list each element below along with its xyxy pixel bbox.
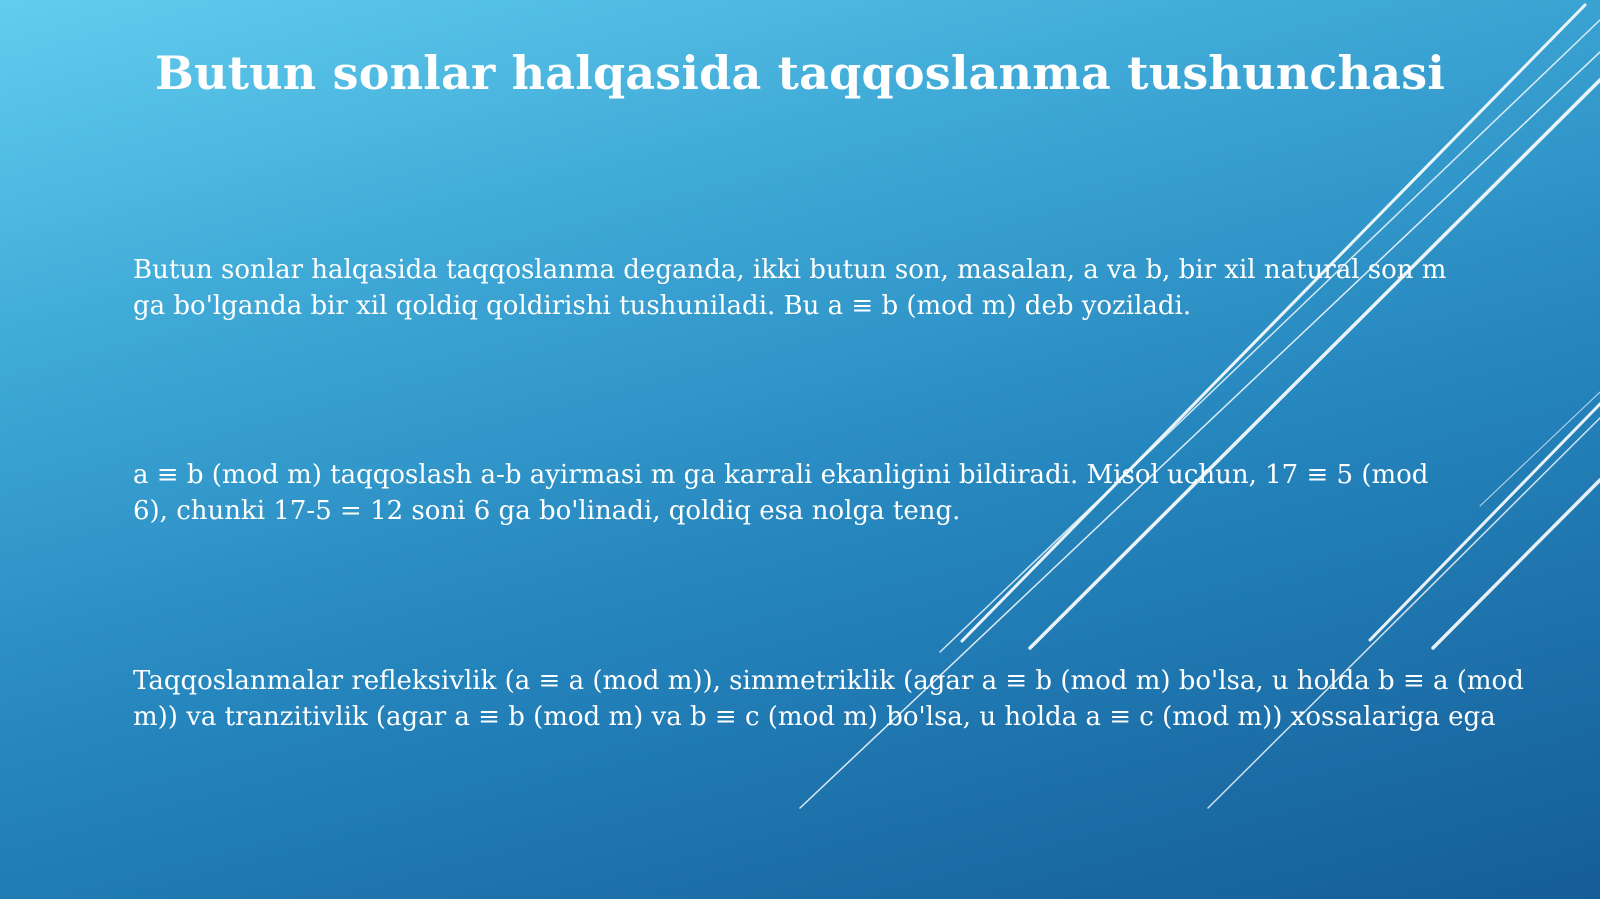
slide-title: Butun sonlar halqasida taqqoslanma tushunchasi [154,46,1445,100]
decorative-line [940,20,1600,652]
decorative-line [1030,80,1600,648]
body-paragraph: Butun sonlar halqasida taqqoslanma deganda, ikki butun son, masalan, a va b, bir xil natural son m ga bo'lganda bir xil qoldiq qoldirishi tushuniladi. Bu a ≡ b (mod m) deb yoziladi. [133,255,1447,321]
body-paragraph: Taqqoslanmalar refleksivlik (a ≡ a (mod m)), simmetriklik (agar a ≡ b (mod m) bo'lsa, u holda b ≡ a (mod m)) va tranzitivlik (agar a ≡ b (mod m) va b ≡ c (mod m) bo'lsa, u holda a ≡ c (mod m)) xossalariga ega [133,666,1524,732]
body-paragraph: a ≡ b (mod m) taqqoslash a-b ayirmasi m ga karrali ekanligini bildiradi. Misol uchun, 17 ≡ 5 (mod 6), chunki 17-5 = 12 soni 6 ga bo'linadi, qoldiq esa nolga teng. [133,460,1429,526]
decorative-line [1480,392,1600,506]
